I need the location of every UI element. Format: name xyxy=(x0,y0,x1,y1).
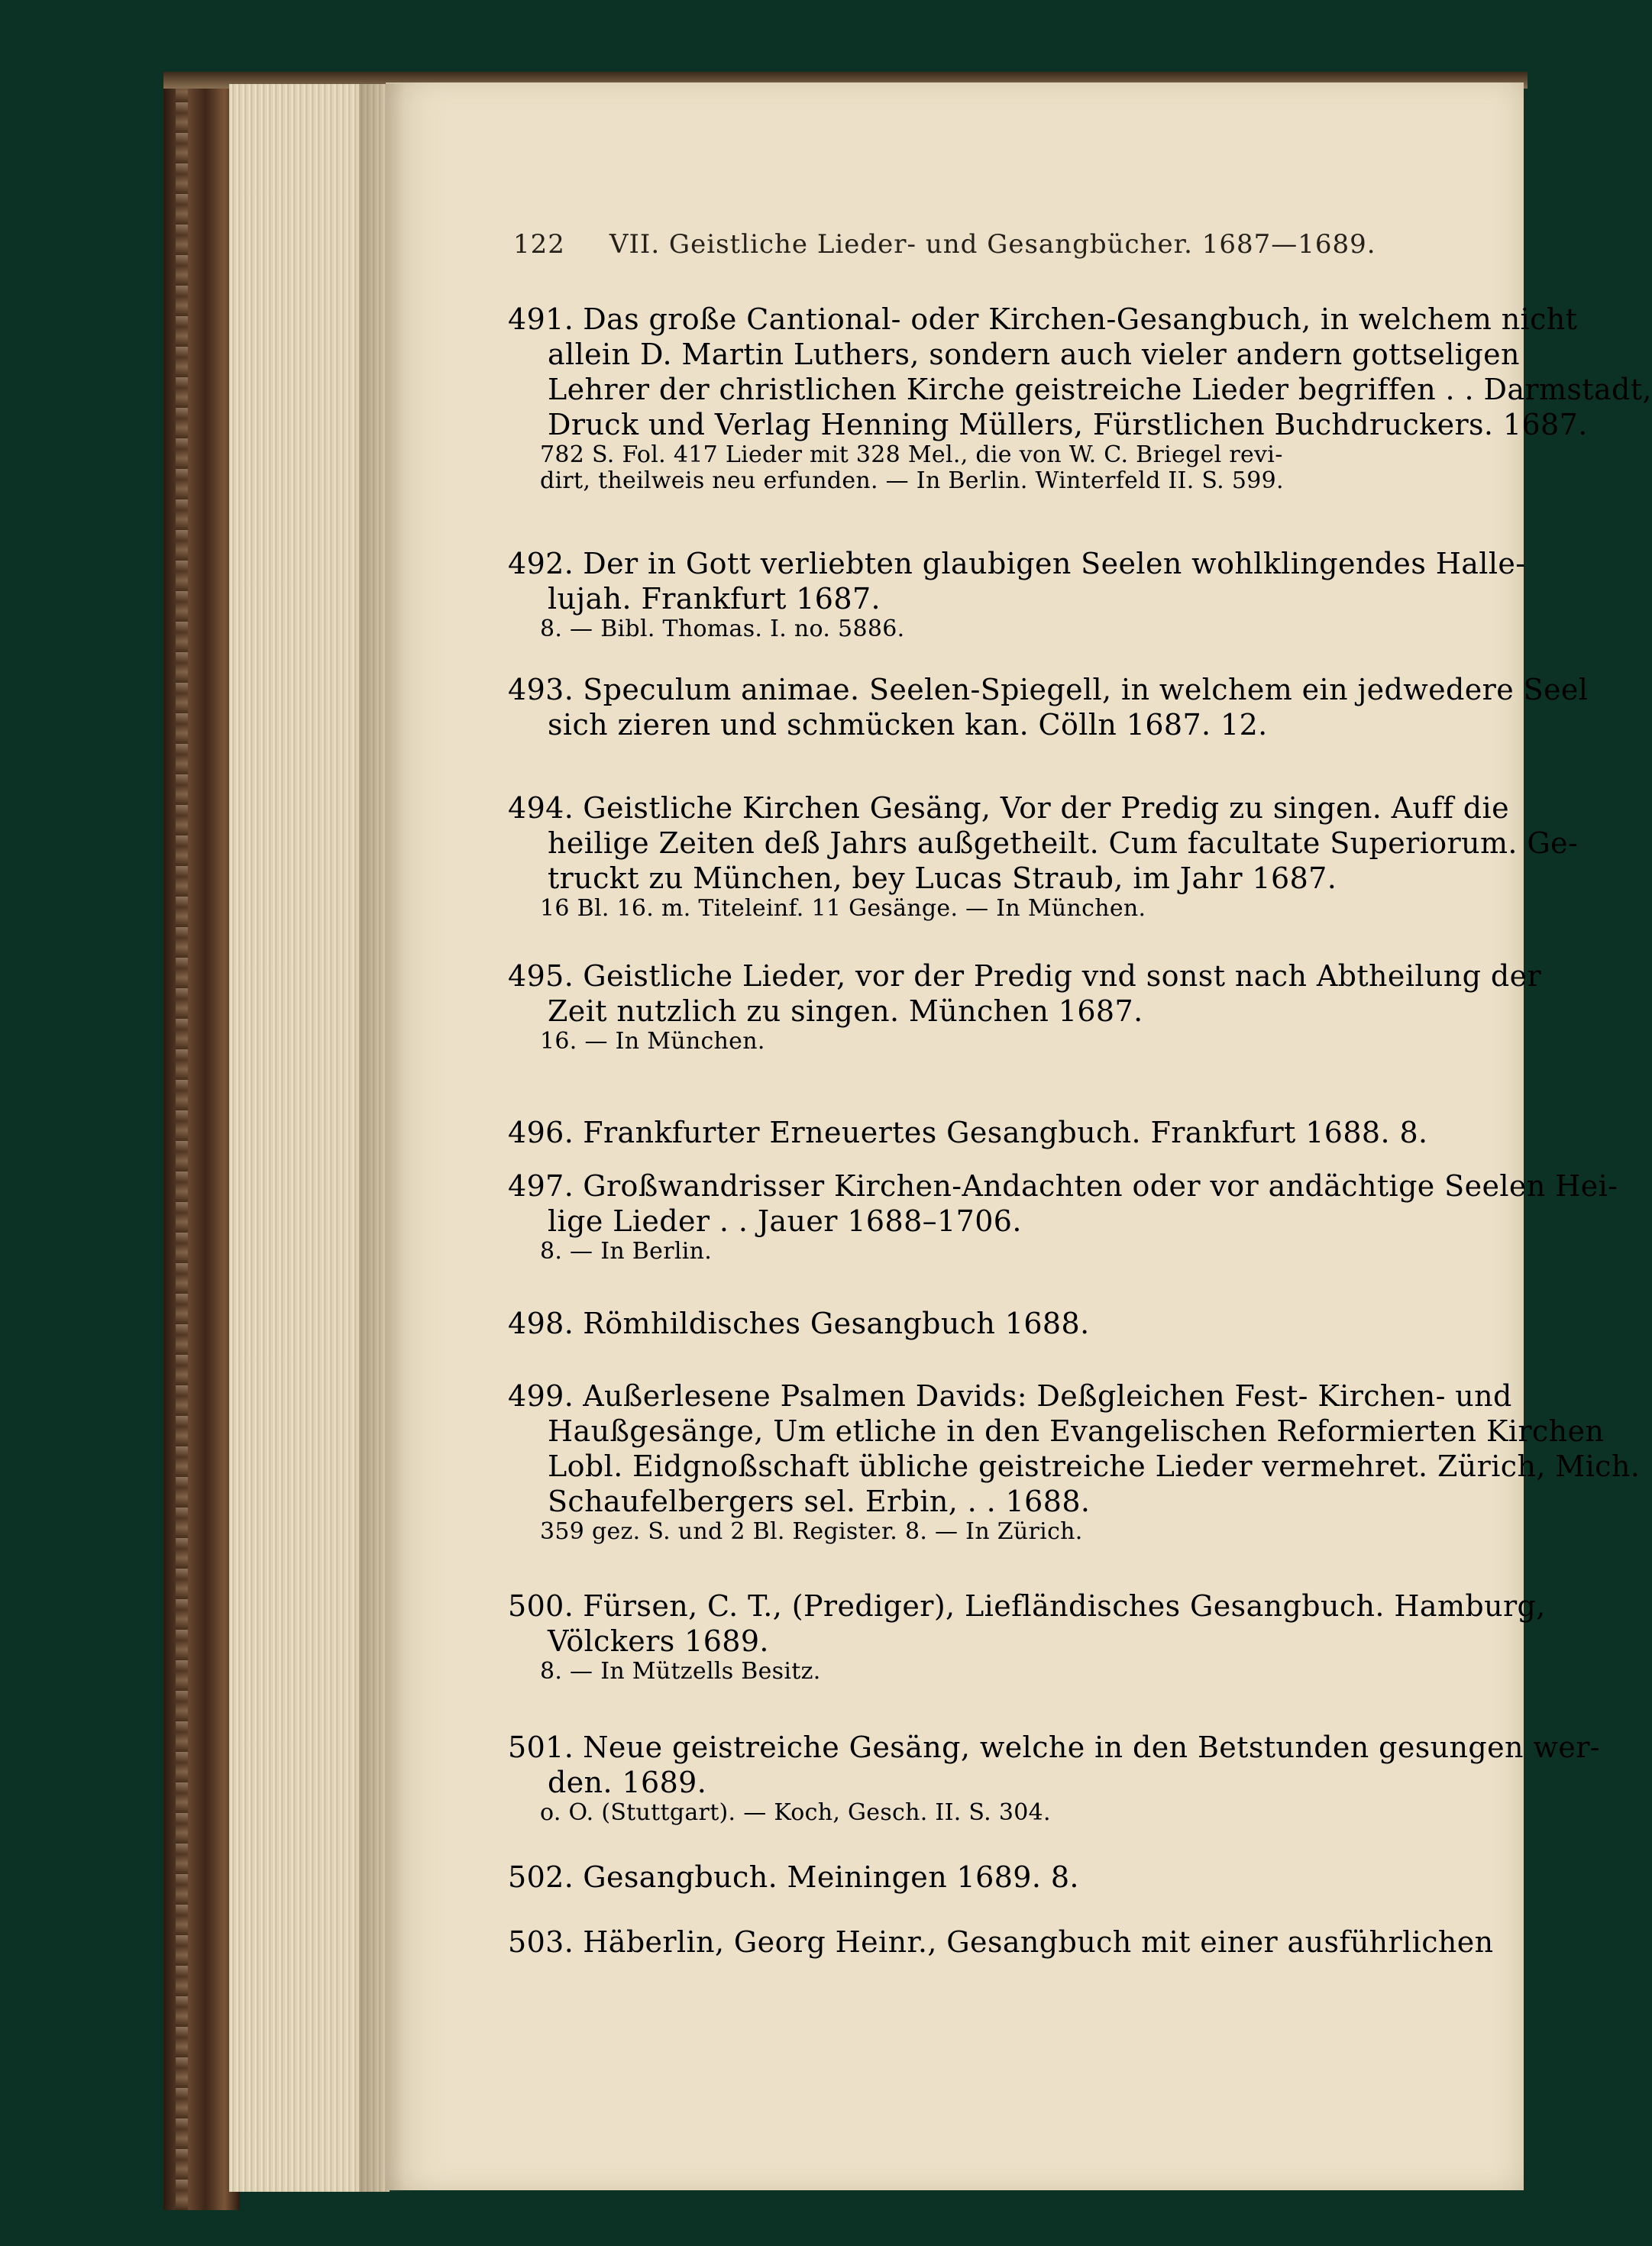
entry-number: 493. xyxy=(508,673,574,706)
entry-number: 497. xyxy=(508,1169,574,1203)
entry-line xyxy=(508,1115,1493,1150)
bibliography-entry xyxy=(508,1378,1641,1545)
entry-text: Geistliche Kirchen Gesäng, Vor der Predig zu singen. Auff die xyxy=(583,791,1509,825)
entry-text: Gesangbuch. Meiningen 1689. 8. xyxy=(583,1860,1079,1894)
bibliography-entry xyxy=(508,672,1589,742)
chapter-title: VII. Geistliche Lieder- und Gesangbücher. 1687—1689. xyxy=(609,229,1376,260)
entry-line xyxy=(508,302,1578,337)
entry-line xyxy=(508,1378,1512,1414)
entry-line xyxy=(508,1588,1546,1624)
entry-line xyxy=(508,581,1493,616)
entry-text: Völckers 1689. xyxy=(548,1624,769,1658)
entry-text: Zeit nutzlich zu singen. München 1687. xyxy=(548,994,1143,1028)
entry-line xyxy=(508,1924,1493,1960)
entry-line xyxy=(508,672,1589,707)
entry-text: Das große Cantional- oder Kirchen-Gesangbuch, in welchem nicht xyxy=(583,302,1578,336)
entry-line xyxy=(508,1449,1641,1484)
entry-text: Häberlin, Georg Heinr., Gesangbuch mit einer ausführlichen xyxy=(583,1925,1494,1959)
entry-number: 492. xyxy=(508,547,574,580)
entry-note: 782 S. Fol. 417 Lieder mit 328 Mel., die von W. C. Briegel revi- xyxy=(540,441,1283,468)
bibliography-entry xyxy=(508,546,1526,642)
bibliography-entry xyxy=(508,958,1542,1055)
entry-line xyxy=(508,1730,1601,1765)
entry-line xyxy=(508,861,1493,896)
entry-text: Römhildisches Gesangbuch 1688. xyxy=(583,1307,1090,1340)
entry-number: 495. xyxy=(508,959,574,993)
entry-line xyxy=(508,1484,1493,1519)
gutter-shadow xyxy=(359,84,405,2192)
bibliography-entry xyxy=(508,790,1579,922)
entry-line xyxy=(508,1624,1493,1659)
entry-number: 503. xyxy=(508,1925,574,1959)
entry-line xyxy=(508,372,1652,407)
entry-number: 502. xyxy=(508,1860,574,1894)
entry-text: Neue geistreiche Gesäng, welche in den Betstunden gesungen wer- xyxy=(583,1731,1601,1764)
entry-line xyxy=(508,1414,1605,1449)
entry-number: 496. xyxy=(508,1116,574,1149)
entry-line xyxy=(508,407,1588,442)
entry-text: Außerlesene Psalmen Davids: Deßgleichen Fest- Kirchen- und xyxy=(583,1379,1512,1413)
entry-text: Haußgesänge, Um etliche in den Evangelischen Reformierten Kirchen xyxy=(548,1414,1605,1448)
entry-text: truckt zu München, bey Lucas Straub, im Jahr 1687. xyxy=(548,861,1337,895)
entry-text: Geistliche Lieder, vor der Predig vnd sonst nach Abtheilung der xyxy=(583,959,1542,993)
entry-number: 501. xyxy=(508,1731,574,1764)
entry-text: Fürsen, C. T., (Prediger), Liefländisches Gesangbuch. Hamburg, xyxy=(583,1589,1546,1623)
entry-note: 359 gez. S. und 2 Bl. Register. 8. — In Zürich. xyxy=(540,1518,1083,1545)
entry-text: Druck und Verlag Henning Müllers, Fürstlichen Buchdruckers. 1687. xyxy=(548,408,1588,441)
bibliography-entry xyxy=(508,1860,1493,1895)
entry-number: 494. xyxy=(508,791,574,825)
entry-line xyxy=(508,790,1509,826)
entry-text: Der in Gott verliebten glaubigen Seelen wohlklingendes Halle- xyxy=(583,547,1526,580)
entry-note: 16. — In München. xyxy=(540,1028,765,1055)
book-cover xyxy=(163,72,240,2210)
bibliography-entry xyxy=(508,1115,1493,1150)
entry-note: dirt, theilweis neu erfunden. — In Berlin. Winterfeld II. S. 599. xyxy=(540,467,1284,494)
entry-line xyxy=(508,958,1542,994)
entry-number: 500. xyxy=(508,1589,574,1623)
entry-text: heilige Zeiten deß Jahrs außgetheilt. Cum facultate Superiorum. Ge- xyxy=(548,826,1579,860)
entry-text: Schaufelbergers sel. Erbin, . . 1688. xyxy=(548,1485,1091,1518)
entry-note: 8. — In Berlin. xyxy=(540,1238,713,1265)
entry-line xyxy=(508,1765,1493,1800)
page-number: 122 xyxy=(513,229,565,260)
running-head xyxy=(513,229,1376,260)
entry-line xyxy=(508,1860,1493,1895)
entry-text: Lehrer der christlichen Kirche geistreiche Lieder begriffen . . Darmstadt, xyxy=(548,373,1652,406)
entry-line xyxy=(508,1168,1618,1204)
bibliography-entry xyxy=(508,302,1652,494)
bibliography-entry xyxy=(508,1306,1493,1341)
entry-text: Frankfurter Erneuertes Gesangbuch. Frankfurt 1688. 8. xyxy=(583,1116,1428,1149)
entry-line xyxy=(508,707,1493,742)
bibliography-entry xyxy=(508,1924,1493,1960)
entry-line xyxy=(508,337,1520,372)
bibliography-entry xyxy=(508,1588,1546,1685)
bibliography-entry xyxy=(508,1730,1601,1826)
entry-text: sich zieren und schmücken kan. Cölln 1687. 12. xyxy=(548,708,1268,742)
entry-text: allein D. Martin Luthers, sondern auch vieler andern gottseligen xyxy=(548,338,1520,371)
entry-line xyxy=(508,826,1579,861)
entry-text: Lobl. Eidgnoßschaft übliche geistreiche Lieder vermehret. Zürich, Mich. xyxy=(548,1449,1641,1483)
entry-note: 16 Bl. 16. m. Titeleinf. 11 Gesänge. — In München. xyxy=(540,895,1146,922)
entry-number: 499. xyxy=(508,1379,574,1413)
entry-note: 8. — Bibl. Thomas. I. no. 5886. xyxy=(540,616,905,642)
entry-note: 8. — In Mützells Besitz. xyxy=(540,1658,821,1685)
entry-text: lujah. Frankfurt 1687. xyxy=(548,582,881,616)
bibliography-entry xyxy=(508,1168,1618,1265)
entry-text: den. 1689. xyxy=(548,1766,707,1799)
entry-number: 491. xyxy=(508,302,574,336)
cover-marbled-edge xyxy=(176,72,188,2210)
entry-note: o. O. (Stuttgart). — Koch, Gesch. II. S. 304. xyxy=(540,1799,1051,1826)
entry-line xyxy=(508,1204,1493,1239)
entry-number: 498. xyxy=(508,1307,574,1340)
entry-text: lige Lieder . . Jauer 1688–1706. xyxy=(548,1204,1022,1238)
entry-line xyxy=(508,1306,1493,1341)
entry-line xyxy=(508,546,1526,581)
entry-text: Großwandrisser Kirchen-Andachten oder vor andächtige Seelen Hei- xyxy=(583,1169,1618,1203)
entry-text: Speculum animae. Seelen-Spiegell, in welchem ein jedwedere Seel xyxy=(583,673,1589,706)
entry-line xyxy=(508,994,1493,1029)
